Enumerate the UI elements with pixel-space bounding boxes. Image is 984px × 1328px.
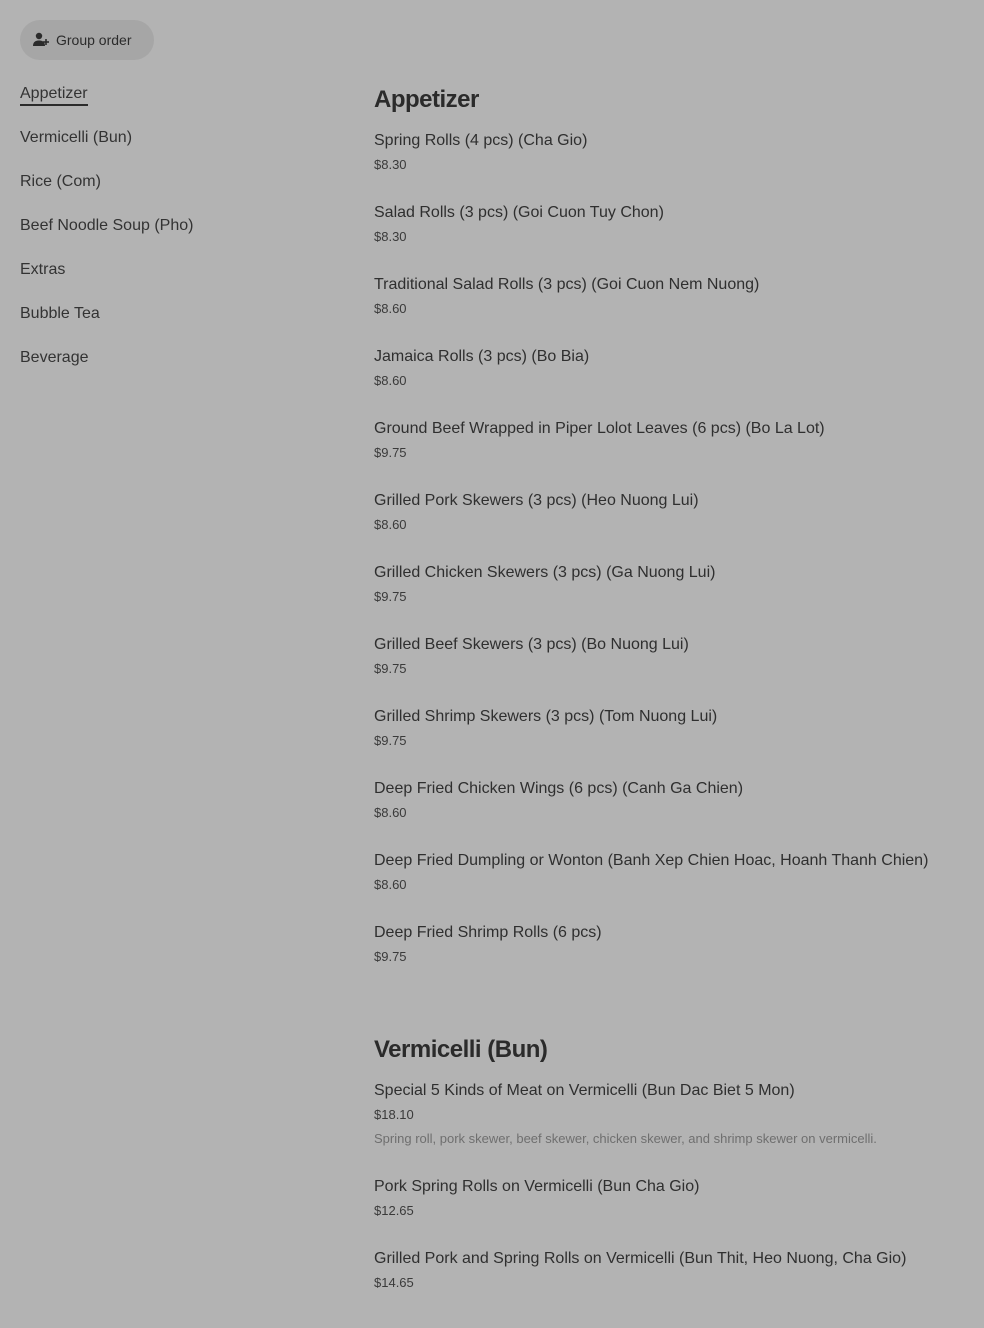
menu-item-name: Deep Fried Shrimp Rolls (6 pcs) <box>374 924 602 941</box>
menu-item-name: Deep Fried Dumpling or Wonton (Banh Xep Chien Hoac, Hoanh Thanh Chien) <box>374 852 929 869</box>
menu-item-name: Grilled Chicken Skewers (3 pcs) (Ga Nuong Lui) <box>374 564 716 581</box>
menu-item-name: Pork Spring Rolls on Vermicelli (Bun Cha Gio) <box>374 1178 700 1195</box>
menu-item-price: $9.75 <box>374 661 407 676</box>
group-order-button[interactable] <box>20 20 154 60</box>
menu-item-price: $8.60 <box>374 805 407 820</box>
menu-item-price: $8.60 <box>374 877 407 892</box>
sidebar-item-label: Bubble Tea <box>20 305 100 322</box>
menu-item[interactable] <box>374 346 974 418</box>
menu-item-name: Ground Beef Wrapped in Piper Lolot Leaves (6 pcs) (Bo La Lot) <box>374 420 825 437</box>
menu-item-name: Grilled Pork Skewers (3 pcs) (Heo Nuong Lui) <box>374 492 699 509</box>
menu-section-appetizer <box>374 82 974 994</box>
sidebar-item-label: Vermicelli (Bun) <box>20 129 133 146</box>
add-person-icon <box>32 31 50 49</box>
menu-item-price: $18.10 <box>374 1107 414 1122</box>
menu-item-price: $8.60 <box>374 301 407 316</box>
menu-item[interactable] <box>374 922 974 994</box>
menu-item-price: $12.65 <box>374 1203 414 1218</box>
menu-item-price: $9.75 <box>374 445 407 460</box>
menu-item-price: $8.60 <box>374 517 407 532</box>
sidebar-item-extras[interactable] <box>20 256 320 300</box>
menu-item-name: Special 5 Kinds of Meat on Vermicelli (Bun Dac Biet 5 Mon) <box>374 1082 795 1099</box>
section-title: Vermicelli (Bun) <box>374 1036 548 1063</box>
menu-item[interactable] <box>374 490 974 562</box>
menu-content <box>374 82 974 1320</box>
menu-item-name: Grilled Pork and Spring Rolls on Vermicelli (Bun Thit, Heo Nuong, Cha Gio) <box>374 1250 907 1267</box>
menu-item-name: Grilled Beef Skewers (3 pcs) (Bo Nuong Lui) <box>374 636 689 653</box>
sidebar-item-label: Extras <box>20 261 66 278</box>
sidebar-item-label: Rice (Com) <box>20 173 101 190</box>
menu-item[interactable] <box>374 1080 974 1176</box>
sidebar-item-beverage[interactable] <box>20 344 320 388</box>
menu-item[interactable] <box>374 130 974 202</box>
menu-item[interactable] <box>374 1176 974 1248</box>
section-title: Appetizer <box>374 86 479 113</box>
menu-item-price: $9.75 <box>374 589 407 604</box>
sidebar-item-bubble-tea[interactable] <box>20 300 320 344</box>
menu-item-name: Spring Rolls (4 pcs) (Cha Gio) <box>374 132 588 149</box>
menu-item[interactable] <box>374 274 974 346</box>
menu-item-price: $8.60 <box>374 373 407 388</box>
category-sidebar <box>20 80 320 388</box>
menu-item[interactable] <box>374 202 974 274</box>
menu-item-price: $9.75 <box>374 733 407 748</box>
menu-item[interactable] <box>374 778 974 850</box>
menu-item-name: Salad Rolls (3 pcs) (Goi Cuon Tuy Chon) <box>374 204 664 221</box>
sidebar-item-label: Beverage <box>20 349 89 366</box>
menu-item[interactable] <box>374 1248 974 1320</box>
sidebar-item-vermicelli[interactable] <box>20 124 320 168</box>
menu-item[interactable] <box>374 418 974 490</box>
menu-item-name: Traditional Salad Rolls (3 pcs) (Goi Cuon Nem Nuong) <box>374 276 760 293</box>
menu-item-name: Jamaica Rolls (3 pcs) (Bo Bia) <box>374 348 590 365</box>
menu-item-description: Spring roll, pork skewer, beef skewer, chicken skewer, and shrimp skewer on vermicelli. <box>374 1131 877 1146</box>
sidebar-item-rice[interactable] <box>20 168 320 212</box>
menu-item[interactable] <box>374 562 974 634</box>
sidebar-item-label: Appetizer <box>20 85 88 106</box>
menu-item[interactable] <box>374 850 974 922</box>
menu-item-name: Deep Fried Chicken Wings (6 pcs) (Canh Ga Chien) <box>374 780 744 797</box>
menu-item-price: $9.75 <box>374 949 407 964</box>
sidebar-item-label: Beef Noodle Soup (Pho) <box>20 217 194 234</box>
menu-item-price: $8.30 <box>374 229 407 244</box>
group-order-label: Group order <box>56 32 132 48</box>
menu-section-vermicelli <box>374 1032 974 1320</box>
menu-item[interactable] <box>374 706 974 778</box>
menu-item-price: $8.30 <box>374 157 407 172</box>
menu-item-name: Grilled Shrimp Skewers (3 pcs) (Tom Nuong Lui) <box>374 708 718 725</box>
menu-item-price: $14.65 <box>374 1275 414 1290</box>
sidebar-item-pho[interactable] <box>20 212 320 256</box>
sidebar-item-appetizer[interactable] <box>20 80 320 124</box>
menu-item[interactable] <box>374 634 974 706</box>
